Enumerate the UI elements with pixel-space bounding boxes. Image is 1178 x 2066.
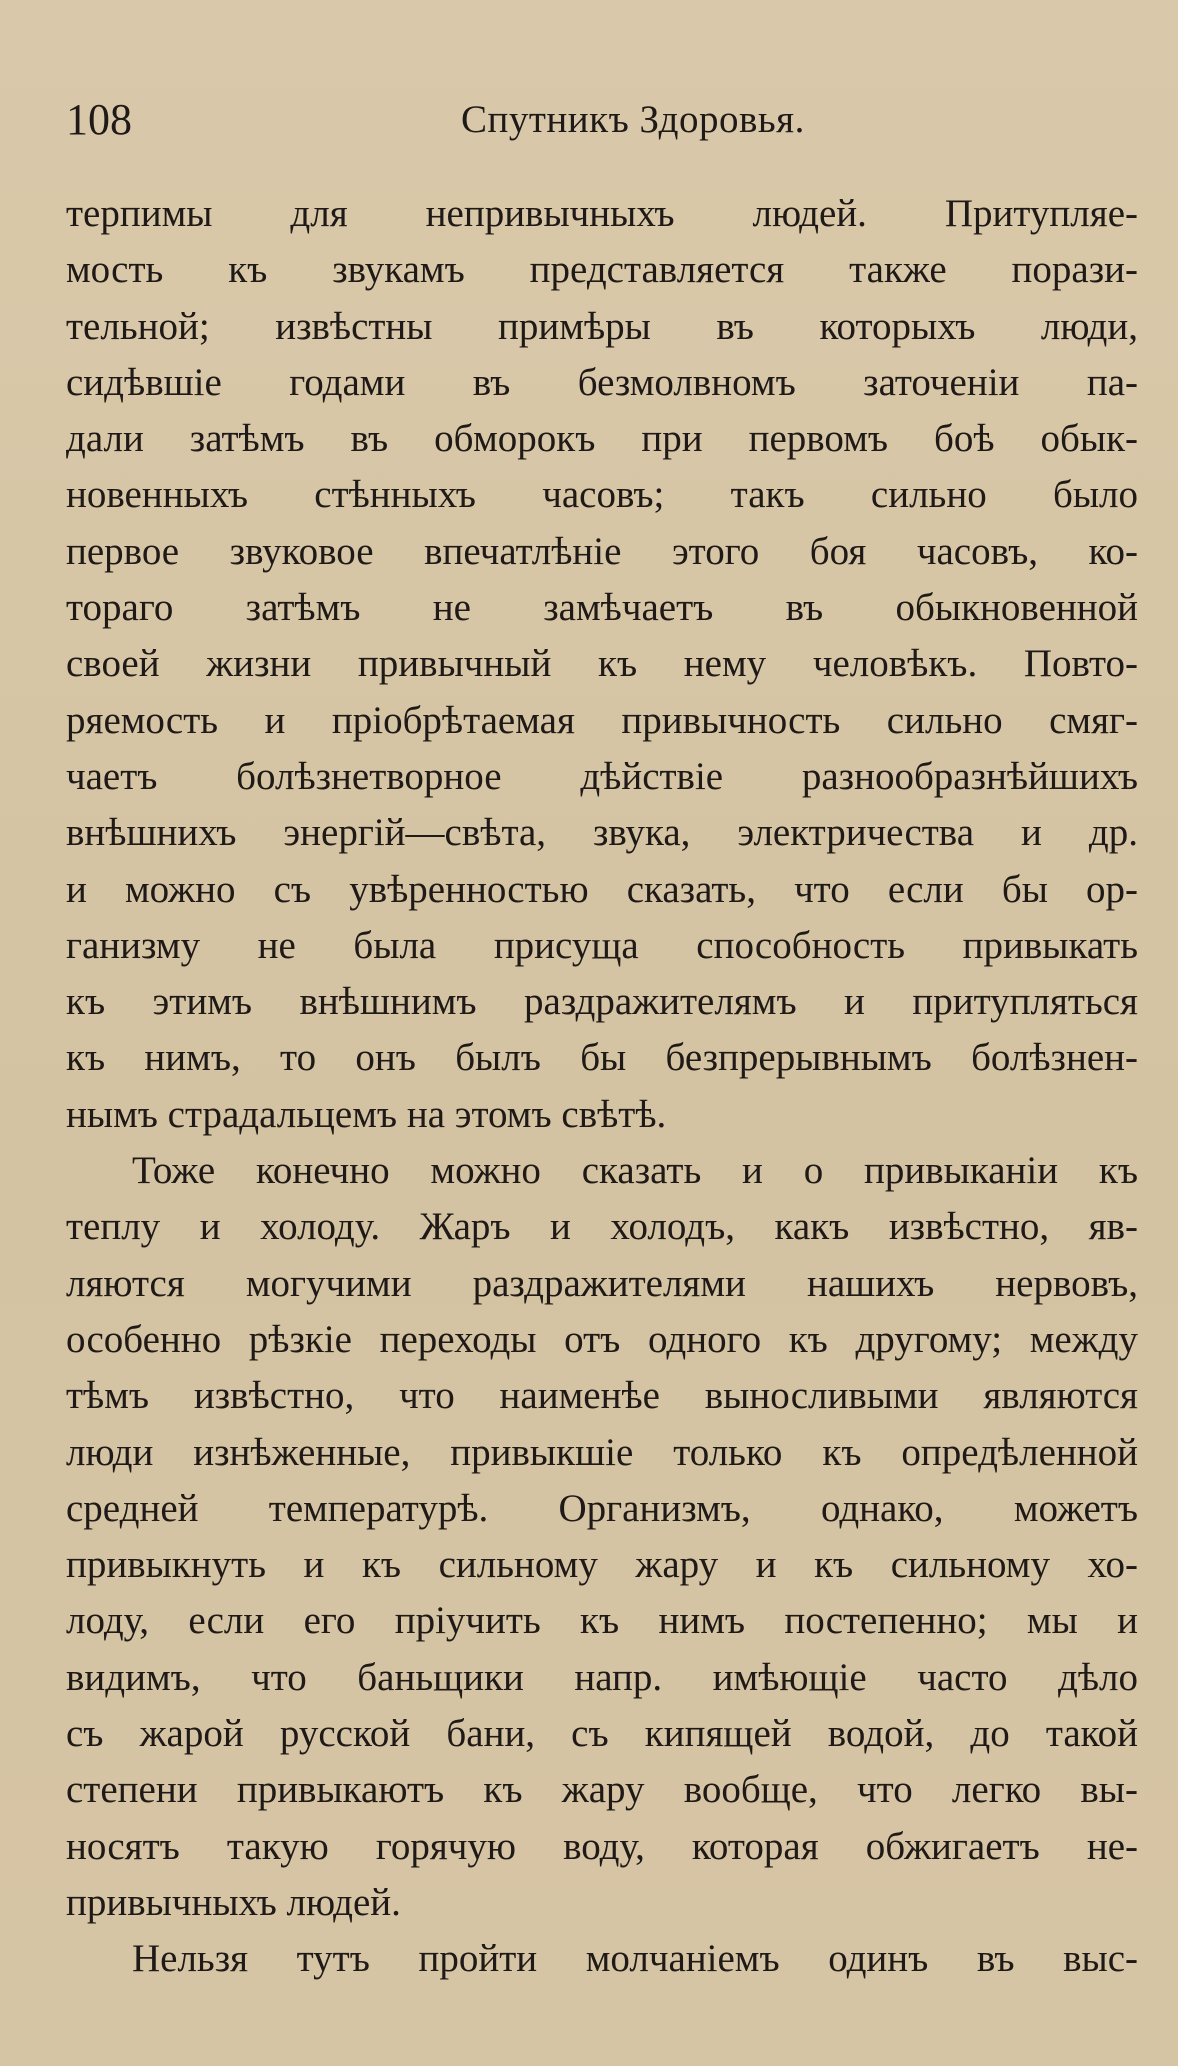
text-line: привычныхъ людей. <box>66 1880 401 1924</box>
text-line: внѣшнихъ энергій—свѣта, звука, электричества и др. <box>66 811 1138 855</box>
text-line: тѣмъ извѣстно, что наименѣе выносливыми являются <box>66 1374 1138 1418</box>
running-title: Спутникъ Здоровья. <box>461 98 805 141</box>
text-line: и можно съ увѣренностью сказать, что если бы ор- <box>66 867 1138 911</box>
text-line: ляются могучими раздражителями нашихъ нервовъ, <box>66 1261 1138 1305</box>
text-line: своей жизни привычный къ нему человѣкъ. Повто- <box>66 642 1138 686</box>
text-line: тельной; извѣстны примѣры въ которыхъ люди, <box>66 304 1138 348</box>
text-line: къ нимъ, то онъ былъ бы безпрерывнымъ болѣзнен- <box>66 1036 1138 1080</box>
text-line: дали затѣмъ въ обморокъ при первомъ боѣ обык- <box>66 417 1138 461</box>
text-line: чаетъ болѣзнетворное дѣйствіе разнообразнѣйшихъ <box>66 754 1138 798</box>
text-line: съ жарой русской бани, съ кипящей водой, до такой <box>66 1712 1138 1756</box>
text-line: сидѣвшіе годами въ безмолвномъ заточеніи па- <box>66 360 1138 404</box>
text-line: нымъ страдальцемъ на этомъ свѣтѣ. <box>66 1092 667 1136</box>
text-line: средней температурѣ. Организмъ, однако, можетъ <box>66 1486 1138 1530</box>
text-line: люди изнѣженные, привыкшіе только къ опредѣленной <box>66 1430 1138 1474</box>
text-line: къ этимъ внѣшнимъ раздражителямъ и притупляться <box>66 980 1138 1024</box>
text-line: видимъ, что баньщики напр. имѣющіе часто дѣло <box>66 1655 1138 1699</box>
text-line: лоду, если его пріучить къ нимъ постепенно; мы и <box>66 1599 1138 1643</box>
text-line: первое звуковое впечатлѣніе этого боя часовъ, ко- <box>66 529 1138 573</box>
text-line: степени привыкаютъ къ жару вообще, что легко вы- <box>66 1768 1138 1812</box>
page-header <box>66 92 868 148</box>
text-line: мость къ звукамъ представляется также порази- <box>66 248 1138 292</box>
text-line: Тоже конечно можно сказать и о привыканіи къ <box>132 1149 1138 1193</box>
body-text <box>66 186 1138 1988</box>
text-line: носятъ такую горячую воду, которая обжигаетъ не- <box>66 1824 1138 1868</box>
text-line: новенныхъ стѣнныхъ часовъ; такъ сильно было <box>66 473 1138 517</box>
text-line: теплу и холоду. Жаръ и холодъ, какъ извѣстно, яв- <box>66 1205 1138 1249</box>
text-line: терпимы для непривычныхъ людей. Притупляе- <box>66 192 1138 235</box>
text-line: ряемость и пріобрѣтаемая привычность сильно смяг- <box>66 698 1138 742</box>
text-line: Нельзя тутъ пройти молчаніемъ одинъ въ выс- <box>132 1937 1138 1981</box>
text-line: тораго затѣмъ не замѣчаетъ въ обыкновенной <box>66 586 1138 630</box>
page-number: 108 <box>66 95 132 144</box>
text-line: ганизму не была присуща способность привыкать <box>66 923 1138 967</box>
text-line: особенно рѣзкіе переходы отъ одного къ другому; между <box>66 1317 1138 1361</box>
text-line: привыкнуть и къ сильному жару и къ сильному хо- <box>66 1543 1138 1587</box>
